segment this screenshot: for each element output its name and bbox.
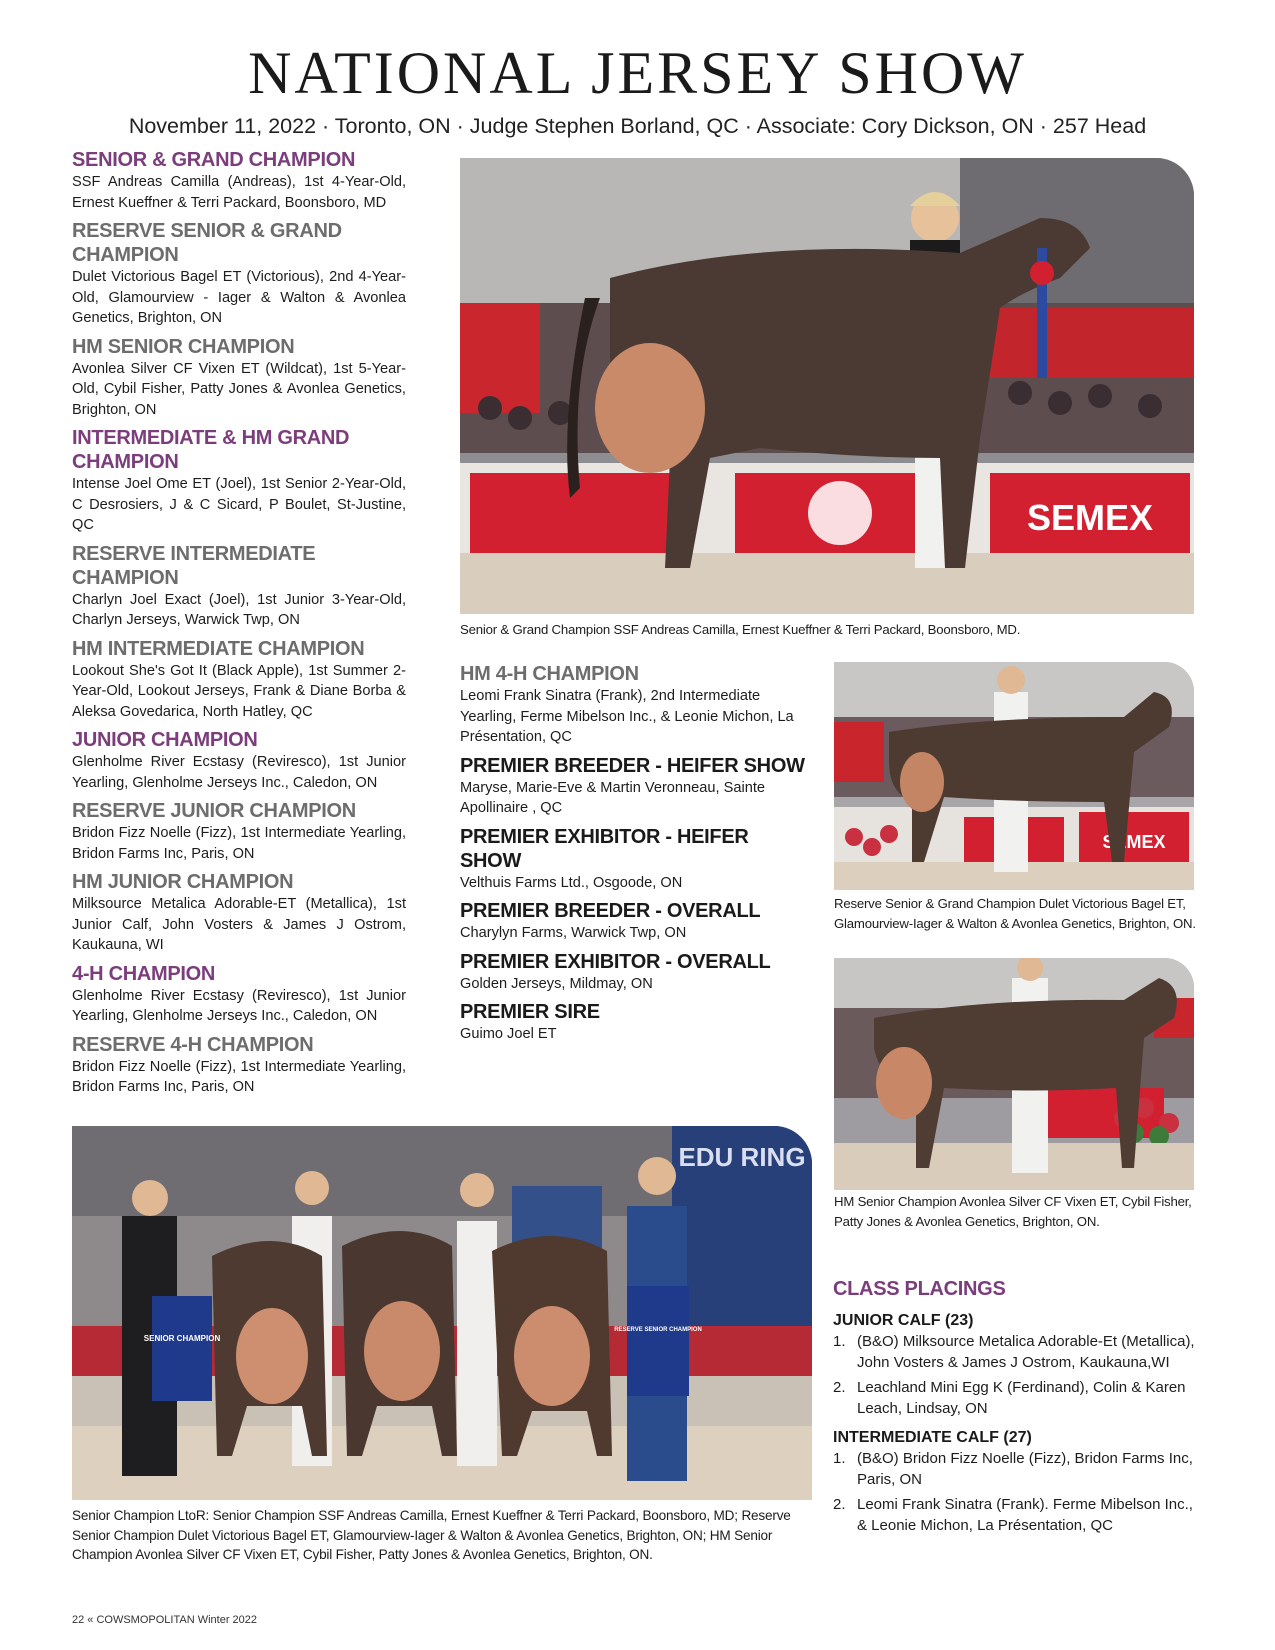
special-awards-column [460,662,812,1051]
award-reserve-intermediate [72,542,406,631]
class-name: INTERMEDIATE CALF (27) [833,1429,1032,1446]
class-placings-heading: CLASS PLACINGS [833,1278,1006,1300]
award-hm-senior [72,335,406,421]
award-reserve-junior [72,799,406,864]
award-junior [72,728,406,793]
award-text: Milksource Metalica Adorable-ET (Metallica), 1st Junior Calf, John Vosters & James J Ostrom, Kaukauna, WI [72,896,406,953]
award-hm-intermediate [72,637,406,723]
award-text: Charylyn Farms, Warwick Twp, ON [460,925,687,941]
reserve-champion-photo [834,662,1194,890]
award-text: Glenholme River Ecstasy (Reviresco), 1st Junior Yearling, Glenholme Jerseys Inc., Caledon, ON [72,987,406,1024]
placing-number: 1. [833,1450,846,1467]
award-text: Intense Joel Ome ET (Joel), 1st Senior 2-Year-Old, C Desrosiers, J & C Sicard, P Boulet, St-Justine, QC [72,476,406,533]
award-text: Maryse, Marie-Eve & Martin Veronneau, Sainte Apollinaire , QC [460,779,765,816]
award-premier-exhibitor-overall [460,950,812,995]
award-title: RESERVE SENIOR & GRAND CHAMPION [72,220,342,266]
award-text: Avonlea Silver CF Vixen ET (Wildcat), 1st 5-Year-Old, Cybil Fisher, Patty Jones & Avonlea Genetics, Brighton, ON [72,360,406,418]
reserve-champion-caption: Reserve Senior & Grand Champion Dulet Victorious Bagel ET, Glamourview-Iager & Walton & Avonlea Genetics, Brighton, ON. [834,896,1196,931]
semex-banner-text: SEMEX [1102,832,1166,852]
award-title: RESERVE INTERMEDIATE CHAMPION [72,542,316,589]
award-intermediate-hm-grand [72,426,406,536]
award-hm-4h [460,662,812,748]
award-reserve-4h [72,1033,406,1098]
award-4h [72,962,406,1027]
senior-champion-banner: SENIOR CHAMPION [143,1334,221,1343]
placing-text: (B&O) Milksource Metalica Adorable-Et (Metallica), John Vosters & James J Ostrom, Kaukauna,WI [857,1333,1195,1371]
hm-champion-photo [834,958,1194,1190]
award-title: SENIOR & GRAND CHAMPION [72,149,356,171]
award-title: HM INTERMEDIATE CHAMPION [72,637,365,660]
award-title: RESERVE JUNIOR CHAMPION [72,800,356,822]
award-title: JUNIOR CHAMPION [72,729,258,751]
placing-text: (B&O) Bridon Fizz Noelle (Fizz), Bridon Farms Inc, Paris, ON [857,1450,1193,1488]
placing-item [833,1378,1195,1419]
award-title: RESERVE 4-H CHAMPION [72,1033,314,1056]
award-premier-sire [460,1000,812,1045]
page-title: NATIONAL JERSEY SHOW [248,40,1027,106]
award-title: PREMIER BREEDER - OVERALL [460,900,761,922]
award-text: Lookout She's Got It (Black Apple), 1st Summer 2-Year-Old, Lookout Jerseys, Frank & Diane Borba & Aleksa Govedarica, North Hatley, QC [72,662,406,720]
award-senior-grand [72,148,406,213]
award-title: PREMIER SIRE [460,1001,600,1023]
award-title: HM JUNIOR CHAMPION [72,871,294,893]
placing-number: 2. [833,1496,846,1513]
placing-text: Leomi Frank Sinatra (Frank). Ferme Mibelson Inc., & Leonie Michon, La Présentation, QC [857,1496,1193,1534]
award-premier-breeder-overall [460,899,812,944]
placing-number: 2. [833,1379,846,1396]
award-text: Leomi Frank Sinatra (Frank), 2nd Intermediate Yearling, Ferme Mibelson Inc., & Leonie Michon, La Présentation, QC [460,688,794,745]
award-title: 4-H CHAMPION [72,962,216,985]
award-text: Charlyn Joel Exact (Joel), 1st Junior 3-Year-Old, Charlyn Jerseys, Warwick Twp, ON [72,591,406,628]
award-title: HM SENIOR CHAMPION [72,335,295,358]
class-name: JUNIOR CALF (23) [833,1312,974,1329]
reserve-senior-champion-banner: RESERVE SENIOR CHAMPION [614,1327,702,1333]
award-title: PREMIER BREEDER - HEIFER SHOW [460,754,805,777]
grand-champion-photo [460,158,1194,614]
award-text: SSF Andreas Camilla (Andreas), 1st 4-Year-Old, Ernest Kueffner & Terri Packard, Boonsboro, MD [72,174,406,211]
class-placings [833,1310,1195,1544]
placing-item [833,1449,1195,1490]
grand-champion-caption: Senior & Grand Champion SSF Andreas Camilla, Ernest Kueffner & Terri Packard, Boonsboro, MD. [460,622,1021,637]
award-text: Dulet Victorious Bagel ET (Victorious), 2nd 4-Year-Old, Glamourview - Iager & Walton & Avonlea Genetics, Brighton, ON [72,269,406,326]
award-text: Bridon Fizz Noelle (Fizz), 1st Intermediate Yearling, Bridon Farms Inc, Paris, ON [72,1058,406,1095]
group-photo-caption: Senior Champion LtoR: Senior Champion SSF Andreas Camilla, Ernest Kueffner & Terri Packard, Boonsboro, MD; Reserve Senior Champion Dulet Victorious Bagel ET, Glamourview-Iager & Walton & Avonlea Genetics, Brighton, ON; HM Senior Champion Avonlea Silver CF Vixen ET, Cybil Fisher, Patty Jones & Avonlea Genetics, Brighton, ON. [72,1508,791,1562]
placing-number: 1. [833,1333,846,1350]
page-footer: 22 « COWSMOPOLITAN Winter 2022 [72,1614,258,1626]
award-hm-junior [72,870,406,956]
placing-item [833,1332,1195,1373]
event-details: November 11, 2022 · Toronto, ON · Judge Stephen Borland, QC · Associate: Cory Dickson, ON · 257 Head [128,114,1147,138]
award-title: HM 4-H CHAMPION [460,663,639,685]
hm-champion-caption: HM Senior Champion Avonlea Silver CF Vixen ET, Cybil Fisher, Patty Jones & Avonlea Genetics, Brighton, ON. [834,1194,1192,1229]
class-junior-calf [833,1310,1195,1419]
award-premier-exhibitor-heifer [460,825,812,894]
award-premier-breeder-heifer [460,754,812,819]
award-reserve-senior-grand [72,219,406,329]
award-title: PREMIER EXHIBITOR - HEIFER SHOW [460,825,749,872]
champions-column [72,148,406,1104]
award-title: PREMIER EXHIBITOR - OVERALL [460,950,771,973]
award-text: Glenholme River Ecstasy (Reviresco), 1st Junior Yearling, Glenholme Jerseys Inc., Caledon, ON [72,754,406,791]
award-text: Bridon Fizz Noelle (Fizz), 1st Intermediate Yearling, Bridon Farms Inc, Paris, ON [72,825,406,862]
award-text: Guimo Joel ET [460,1026,557,1042]
award-title: INTERMEDIATE & HM GRAND CHAMPION [72,427,350,473]
placing-list [833,1332,1195,1419]
semex-banner-text: SEMEX [1026,497,1154,538]
placing-list [833,1449,1195,1536]
award-text: Golden Jerseys, Mildmay, ON [460,975,653,992]
class-intermediate-calf [833,1427,1195,1536]
senior-champions-group-photo [72,1126,812,1500]
award-text: Velthuis Farms Ltd., Osgoode, ON [460,874,683,891]
ring-sign-text: EDU RING [678,1142,806,1172]
placing-item [833,1495,1195,1536]
placing-text: Leachland Mini Egg K (Ferdinand), Colin & Karen Leach, Lindsay, ON [857,1379,1186,1417]
